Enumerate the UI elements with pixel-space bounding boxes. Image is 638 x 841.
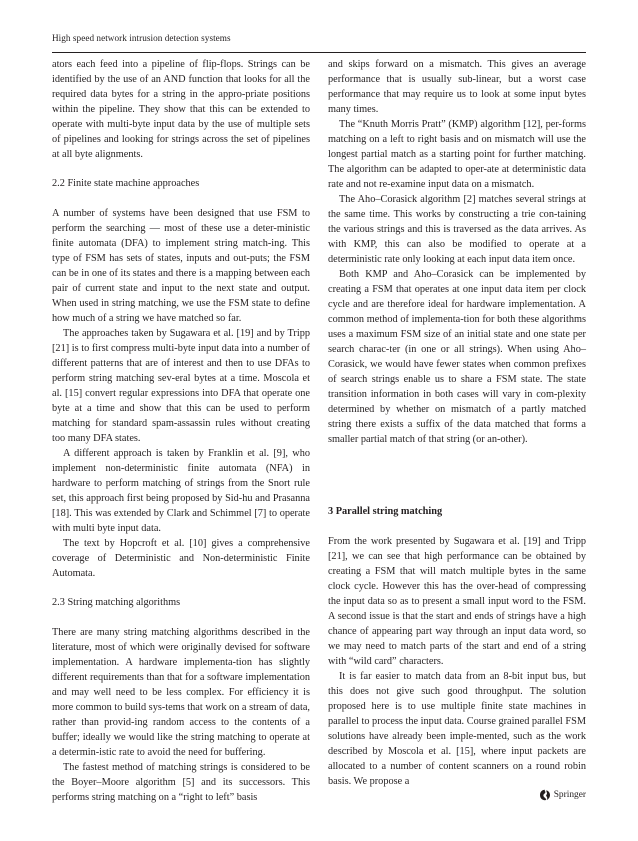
paragraph: and skips forward on a mismatch. This gives an average performance that is usually sub-linear, but a worst case performance that may require us to look at some input bytes many times. bbox=[328, 59, 586, 115]
paragraph: The “Knuth Morris Pratt” (KMP) algorithm [12], per-forms matching on a left to right basis and on mismatch will use the longest partial match as a starting point for further matching. The algorithm can be adapted to oper-ate at deterministic data rate and not re-examine input data on a mismatch. bbox=[328, 119, 586, 190]
section-heading: 2.2 Finite state machine approaches bbox=[52, 178, 200, 189]
paragraph: The fastest method of matching strings is considered to be the Boyer–Moore algorithm [5] and its successors. This performs string matching on a “right to left” basis bbox=[52, 762, 310, 803]
running-head: High speed network intrusion detection systems bbox=[52, 33, 231, 43]
right-column bbox=[328, 57, 586, 789]
section-heading: 2.3 String matching algorithms bbox=[52, 597, 181, 608]
left-column bbox=[52, 57, 310, 805]
paragraph: The approaches taken by Sugawara et al. [19] and by Tripp [21] is to first compress multi-byte input data into a number of different patterns that are of interest and then to use DFAs to perform string matching sev-eral bytes at a time. Moscola et al. [15] convert regular expressions into DFA that operate one byte at a time and show that this can be used to perform matching for standard spam-assassin rules without creating too many DFA states. bbox=[52, 328, 310, 444]
publisher-name: Springer bbox=[553, 790, 586, 800]
section-heading: 3 Parallel string matching bbox=[328, 506, 443, 517]
paragraph: It is far easier to match data from an 8-bit input bus, but this does not give such good throughput. The solution proposed here is to use multiple finite state machines in parallel to process the input data. Course grained parallel FSM solutions have already been imple-mented, such as the work described by Moscola et al. [15], where input packets are allocated to a number of content scanners on a round robin basis. We propose a bbox=[328, 671, 586, 787]
paragraph: The Aho–Corasick algorithm [2] matches several strings at the same time. This works by constructing a trie con-taining the various strings and this is traversed as the data arrives. As with KMP, this can also be modified to operate at a deterministic rate only looking at each input data item once. bbox=[328, 194, 586, 265]
header-rule bbox=[52, 52, 586, 53]
paragraph: ators each feed into a pipeline of flip-flops. Strings can be identified by the use of an AND function that looks for all the required data bytes for a string in the appro-priate positions within the pipeline. They show that this can be extended to operate with multi-byte input data by the use of multiple sets of pipelines and looking for strings across the set of pipelines at all byte alignments. bbox=[52, 59, 310, 160]
paragraph: From the work presented by Sugawara et al. [19] and Tripp [21], we can see that high performance can be obtained by creating a FSM that will match multiple bytes in the same clock cycle. However this has the over-head of compressing the input data so as to present a small input word to the FSM. A second issue is that the start and ends of strings have a high chance of appearing part way through an input data word, so we may need to match parts of the start and end of a string with “wild card” characters. bbox=[328, 536, 586, 667]
paragraph: The text by Hopcroft et al. [10] gives a comprehensive coverage of Deterministic and Non-deterministic Finite Automata. bbox=[52, 538, 310, 579]
publisher-footer bbox=[539, 789, 586, 801]
paragraph: A different approach is taken by Franklin et al. [9], who implement non-deterministic finite automata (NFA) in hardware to perform matching of strings from the Snort rule set, this approach first being proposed by Sid-hu and Prasanna [18]. This was extended by Clark and Schimmel [7] to operate with multi byte input data. bbox=[52, 448, 310, 534]
paragraph: There are many string matching algorithms described in the literature, most of which were originally devised for software implementation. A hardware implementa-tion has slightly different requirements than that for a software implementation and may well need to be less complex. For efficiency it is more common to build sys-tems that work on a stream of data, rather than provid-ing random access to the contents of a buffer; ideally we would like the string matching to operate at a determin-istic rate to avoid the need for buffering. bbox=[52, 627, 310, 758]
paragraph: A number of systems have been designed that use FSM to perform the searching — most of these use a deter-ministic finite automata (DFA) to implement string match-ing. This type of FSM has sets of states, inputs and out-puts; the FSM can be in one of its states and there is a mapping between each pair of current state and input to the next state and output. When used in string matching, we use the FSM state to define how much of a string we have matched so far. bbox=[52, 208, 310, 324]
springer-logo-icon bbox=[539, 789, 551, 801]
paragraph: Both KMP and Aho–Corasick can be implemented by creating a FSM that operates at one input data item per clock cycle and are therefore ideal for hardware implementation. A common method of implementa-tion for both these algorithms uses a maximum FSM size of an initial state and one state per search charac-ter (in one or all strings). When using Aho–Corasick, we would have fewer states when common prefixes of search strings enable us to share a FSM state. The state transition information in both cases will vary in com-plexity determined by whether on mismatch of a partly matched string there exists a suffix of the data matched that forms a smaller partial match of that string (or an-other). bbox=[328, 269, 586, 445]
